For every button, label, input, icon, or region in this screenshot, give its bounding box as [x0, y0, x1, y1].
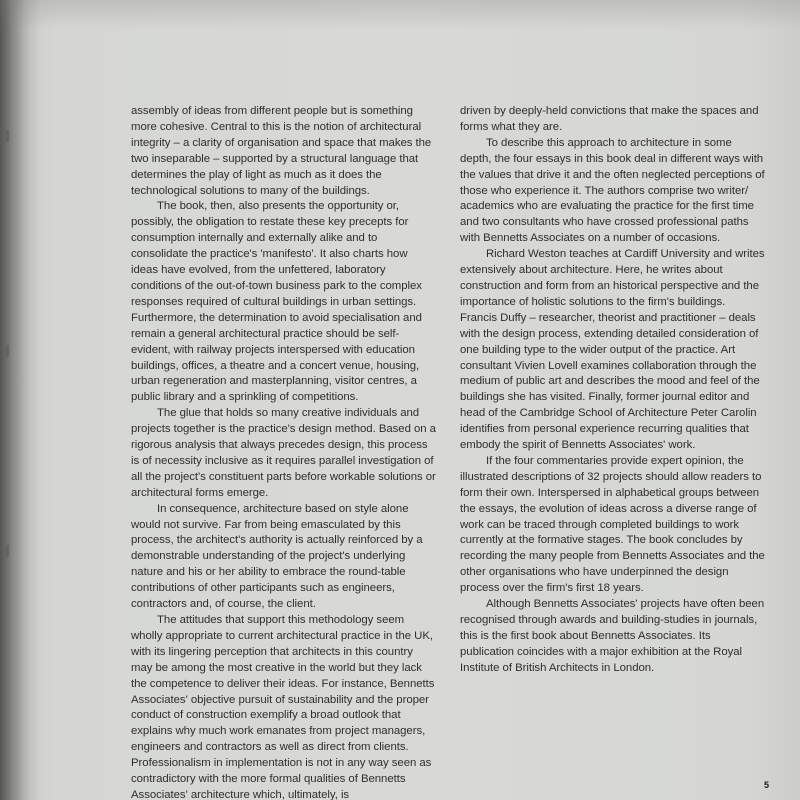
page-edge-mark: [6, 345, 9, 357]
paragraph: The attitudes that support this methodology seem wholly appropriate to current architectural practice in the UK, with its lingering perception that architects in this country may be among the most creative in the world but they lack the competence to deliver their ideas. For instance, Bennetts Associates' objective pursuit of sustainability and the proper conduct of construction exemplify a broad outlook that explains why much work emanates from project managers, engineers and contractors as well as direct from clients. Professionalism in implementation is not in any way seen as contradictory with the more formal qualities of Bennetts Associates' architecture which, ultimately, is: [131, 614, 435, 800]
paragraph: The glue that holds so many creative individuals and projects together is the practice's design method. Based on a rigorous analysis that always precedes design, this process is of necessity inclusive as it requires parallel investigation of all the project's constituent parts before workable solutions or architectural forms emerge.: [131, 407, 436, 499]
paragraph: The book, then, also presents the opportunity or, possibly, the obligation to restate these key precepts for consumption internally and externally alike and to consolidate the practice's 'manifesto'. It also charts how ideas have evolved, from the unfettered, laboratory conditions of the out-of-town business park to the complex responses required of cultural buildings in urban settings. Furthermore, the determination to avoid specialisation and remain a general architectural practice should be self-evident, with railway projects interspersed with education buildings, offices, a theatre and a concert venue, housing, urban regeneration and masterplanning, visitor centres, a public library and a sprinkling of competitions.: [131, 200, 422, 404]
page-number: 5: [764, 780, 770, 790]
paragraph: driven by deeply-held convictions that make the spaces and forms what they are.: [460, 105, 759, 133]
paragraph: Richard Weston teaches at Cardiff University and writes extensively about architecture. Here, he writes about construction and form from an historical perspective and the importance of holistic solutions to the firm's buildings. Francis Duffy – researcher, theorist and practitioner – deals with the design process, extending detailed consideration of one building type to the wider output of the practice. Art consultant Vivien Lovell examines collaboration through the medium of public art and describes the mood and feel of the buildings she has visited. Finally, former journal editor and head of the Cambridge School of Architecture Peter Carolin identifies from personal experience recurring qualities that embody the spirit of Bennetts Associates' work.: [460, 248, 765, 452]
page-edge-mark: [6, 545, 9, 557]
right-text-column: [460, 104, 765, 677]
paragraph: In consequence, architecture based on style alone would not survive. Far from being emasculated by this process, the architect's authority is actually reinforced by a demonstrable understanding of the project's underlying nature and his or her ability to embrace the round-table contributions of other participants such as engineers, contractors and, of course, the client.: [131, 502, 423, 611]
top-shadow: [0, 0, 800, 30]
spine-shadow: [0, 0, 40, 800]
paragraph: assembly of ideas from different people but is something more cohesive. Central to this is the notion of architectural integrity – a clarity of organisation and space that makes the two inseparable – supported by a structural language that determines the play of light as much as it does the technological solutions to many of the buildings.: [131, 105, 432, 197]
paragraph: Although Bennetts Associates' projects have often been recognised through awards and building-studies in journals, this is the first book about Bennetts Associates. Its publication coincides with a major exhibition at the Royal Institute of British Architects in London.: [460, 598, 765, 674]
paragraph: To describe this approach to architecture in some depth, the four essays in this book deal in different ways with the values that drive it and the often neglected perceptions of those who experience it. The authors comprise two writer/ academics who are evaluating the practice for the first time and two consultants who have crossed professional paths with Bennetts Associates on a number of occasions.: [460, 136, 765, 245]
left-text-column: [131, 104, 436, 800]
page-edge-mark: [6, 130, 9, 142]
paragraph: If the four commentaries provide expert opinion, the illustrated descriptions of 32 projects should allow readers to form their own. Interspersed in alphabetical groups between the essays, the evolution of ideas across a diverse range of work can be traced through completed buildings to work currently at the formative stages. The book concludes by recording the many people from Bennetts Associates and the other organisations who have underpinned the design process over the firm's first 18 years.: [460, 454, 765, 595]
